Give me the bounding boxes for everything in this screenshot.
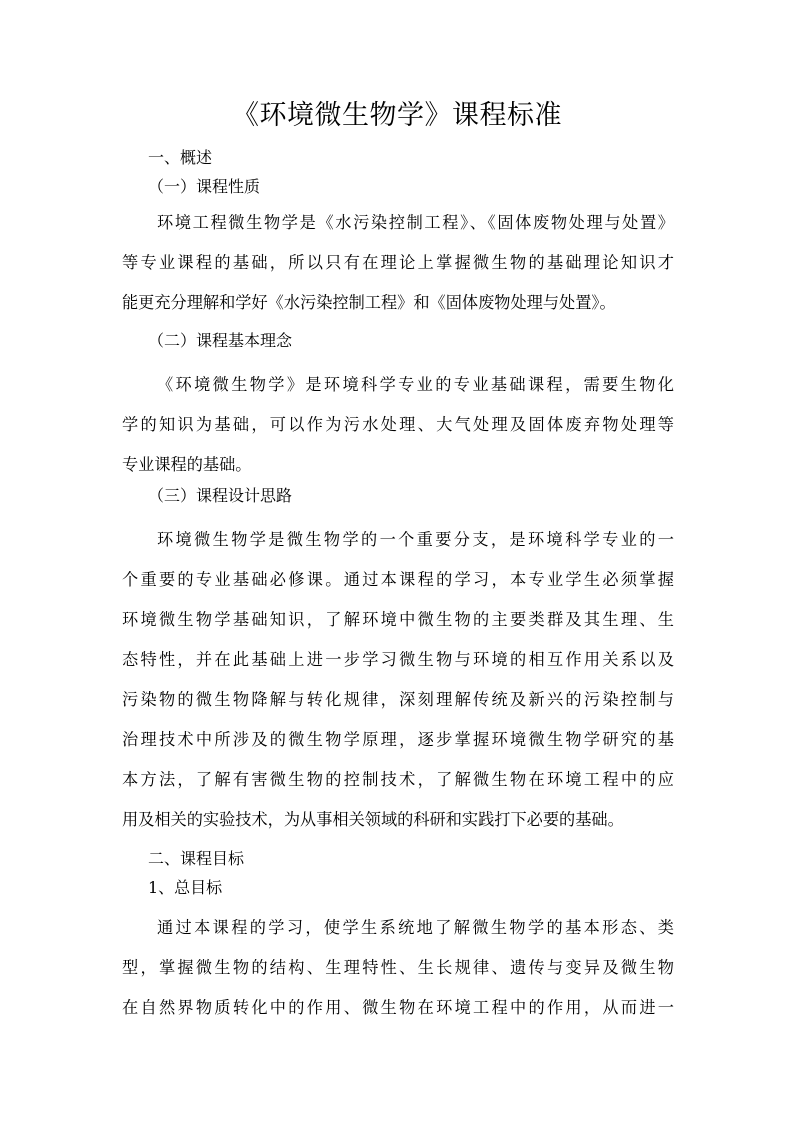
heading-course-goals: 二、课程目标 [148, 849, 245, 868]
paragraph-overall-goal [122, 908, 674, 1028]
heading-course-nature: （一）课程性质 [148, 177, 261, 196]
document-title: 《环境微生物学》课程标准 [232, 100, 562, 131]
paragraph-line: 环境微生物学基础知识，了解环境中微生物的主要类群及其生理、生 [122, 610, 674, 629]
paragraph-line: 态特性，并在此基础上进一步学习微生物与环境的相互作用关系以及 [122, 650, 674, 669]
paragraph-line: 环境工程微生物学是《水污染控制工程》、《固体废物处理与处置》 [157, 213, 674, 232]
paragraph-line: 环境微生物学是微生物学的一个重要分支，是环境科学专业的一 [157, 530, 674, 549]
heading-overall-goal: 1、总目标 [148, 878, 223, 897]
paragraph-line: 在自然界物质转化中的作用、微生物在环境工程中的作用，从而进一 [122, 998, 674, 1017]
paragraph-line: 本方法，了解有害微生物的控制技术，了解微生物在环境工程中的应 [122, 770, 674, 789]
paragraph-course-concept [122, 365, 674, 485]
paragraph-line: 污染物的微生物降解与转化规律，深刻理解传统及新兴的污染控制与 [122, 690, 674, 709]
heading-overview: 一、概述 [148, 148, 213, 167]
paragraph-line: 学的知识为基础，可以作为污水处理、大气处理及固体废弃物处理等 [122, 415, 674, 434]
paragraph-line: 能更充分理解和学好《水污染控制工程》和《固体废物处理与处置》。 [122, 293, 616, 312]
paragraph-course-nature [122, 203, 674, 323]
paragraph-line: 等专业课程的基础，所以只有在理论上掌握微生物的基础理论知识才 [122, 253, 674, 272]
paragraph-line: 《环境微生物学》是环境科学专业的专业基础课程，需要生物化 [157, 375, 674, 394]
paragraph-course-design [122, 520, 674, 840]
paragraph-line: 专业课程的基础。 [122, 455, 252, 474]
paragraph-line: 通过本课程的学习，使学生系统地了解微生物学的基本形态、类 [157, 918, 674, 937]
paragraph-line: 个重要的专业基础必修课。通过本课程的学习，本专业学生必须掌握 [122, 570, 674, 589]
paragraph-line: 治理技术中所涉及的微生物学原理，逐步掌握环境微生物学研究的基 [122, 730, 674, 749]
paragraph-line: 用及相关的实验技术，为从事相关领域的科研和实践打下必要的基础。 [122, 810, 624, 829]
heading-course-design: （三）课程设计思路 [148, 486, 293, 505]
heading-course-concept: （二）课程基本理念 [148, 331, 293, 350]
paragraph-line: 型，掌握微生物的结构、生理特性、生长规律、遗传与变异及微生物 [122, 958, 674, 977]
